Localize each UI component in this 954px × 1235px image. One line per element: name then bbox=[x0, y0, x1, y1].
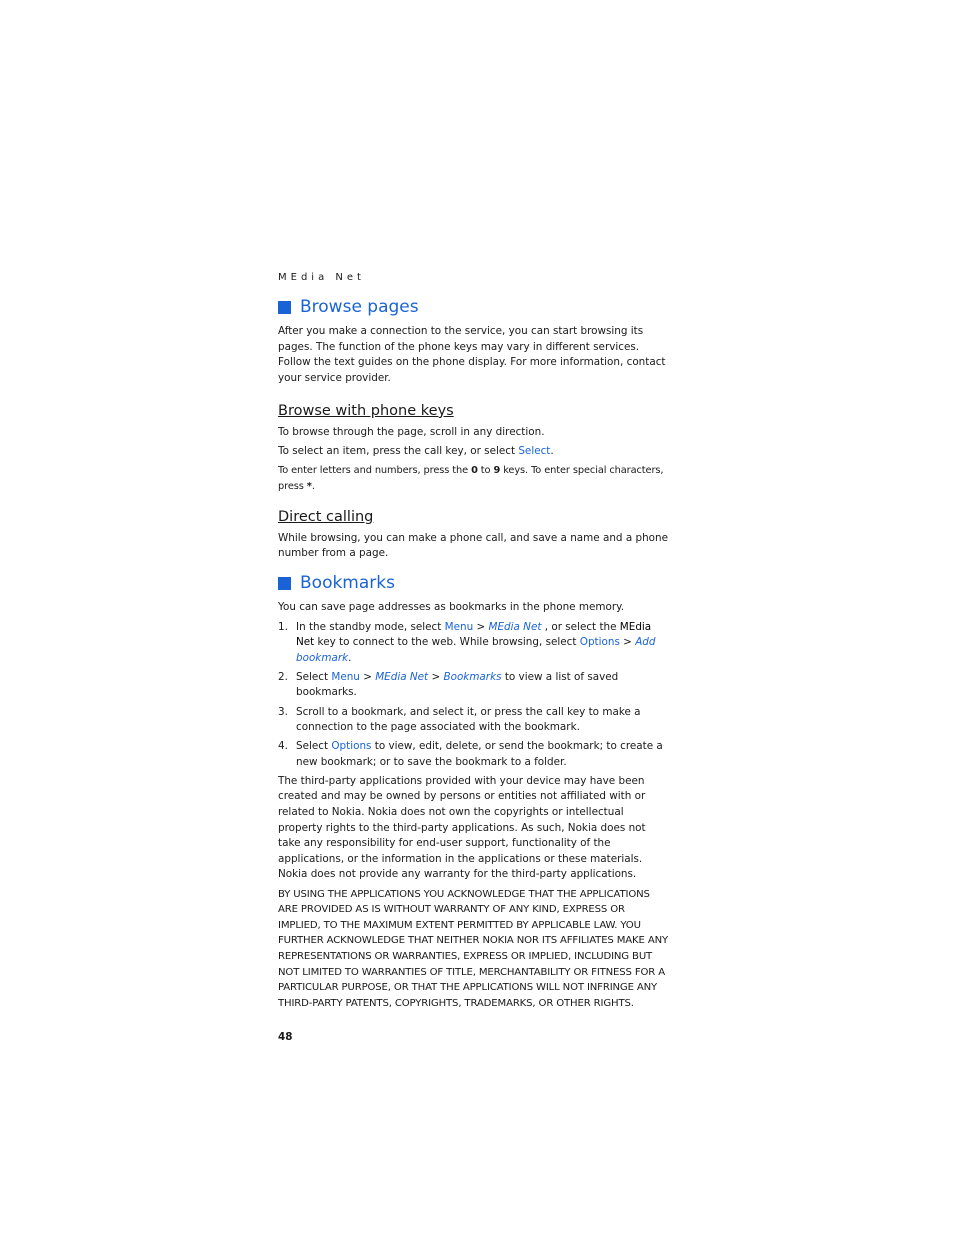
blue-square-bullet-icon bbox=[278, 577, 291, 590]
direct-calling-paragraph: While browsing, you can make a phone call, and save a name and a phone number from a page. bbox=[278, 531, 669, 560]
bookmarks-intro: You can save page addresses as bookmarks in the phone memory. bbox=[278, 601, 625, 614]
blue-square-bullet-icon bbox=[278, 301, 291, 314]
browse-pages-paragraph: After you make a connection to the service, you can start browsing its pages. The function of the phone keys may vary in different services. Follow the text guides on the phone display. For more information, contact your service provider. bbox=[278, 325, 666, 384]
section-heading-browse-pages bbox=[278, 297, 670, 317]
subheading-browse-with-phone-keys: Browse with phone keys bbox=[278, 402, 454, 419]
disclaimer-paragraph: BY USING THE APPLICATIONS YOU ACKNOWLEDGE THAT THE APPLICATIONS ARE PROVIDED AS IS WITHOUT WARRANTY OF ANY KIND, EXPRESS OR IMPLIED, TO THE MAXIMUM EXTENT PERMITTED BY APPLICABLE LAW. YOU FURTHER ACKNOWLEDGE THAT NEITHER NOKIA NOR ITS AFFILIATES MAKE ANY REPRESENTATIONS OR WARRANTIES, EXPRESS OR IMPLIED, INCLUDING BUT NOT LIMITED TO WARRANTIES OF TITLE, MERCHANTABILITY OR FITNESS FOR A PARTICULAR PURPOSE, OR THAT THE APPLICATIONS WILL NOT INFRINGE ANY THIRD-PARTY PATENTS, COPYRIGHTS, TRADEMARKS, OR OTHER RIGHTS. bbox=[278, 888, 668, 1009]
running-head: MEdia Net bbox=[278, 272, 365, 283]
subheading-direct-calling: Direct calling bbox=[278, 508, 374, 525]
list-item: 2. Select Menu > MEdia Net > Bookmarks to view a list of saved bookmarks. bbox=[278, 670, 619, 699]
section-title: Bookmarks bbox=[300, 573, 395, 594]
list-item: 3. Scroll to a bookmark, and select it, or press the call key to make a connection to the page associated with the bookmark. bbox=[278, 705, 641, 734]
third-party-paragraph: The third-party applications provided with your device may have been created and may be owned by persons or entities not affiliated with or related to Nokia. Nokia does not own the copyrights or intellectual property rights to the third-party applications. As such, Nokia does not take any responsibility for end-user support, functionality of the applications, or the information in the applications or these materials. Nokia does not provide any warranty for the third-party applications. bbox=[278, 774, 646, 881]
browse-keys-paragraph-1: To browse through the page, scroll in any direction. bbox=[278, 425, 545, 438]
browse-keys-paragraph-2: To select an item, press the call key, or select Select. bbox=[278, 444, 554, 457]
page-number: 48 bbox=[278, 1031, 293, 1044]
list-item: 4. Select Options to view, edit, delete, or send the bookmark; to create a new bookmark; or to save the bookmark to a folder. bbox=[278, 740, 663, 768]
select-keyword: Select bbox=[518, 444, 551, 457]
key-9: 9 bbox=[493, 465, 501, 477]
key-0: 0 bbox=[471, 465, 478, 477]
manual-page bbox=[278, 272, 670, 1043]
section-title: Browse pages bbox=[300, 297, 419, 317]
browse-keys-paragraph-3: To enter letters and numbers, press the 0 to 9 keys. To enter special characters, press *. bbox=[278, 465, 664, 492]
key-star: * bbox=[306, 480, 312, 492]
list-item: 1. In the standby mode, select Menu > MEdia Net , or select the MEdia Net key to connect to the web. While browsing, select Options > Add bookmark. bbox=[278, 620, 656, 664]
section-heading-bookmarks bbox=[278, 573, 670, 593]
bookmark-steps-list bbox=[278, 620, 670, 771]
